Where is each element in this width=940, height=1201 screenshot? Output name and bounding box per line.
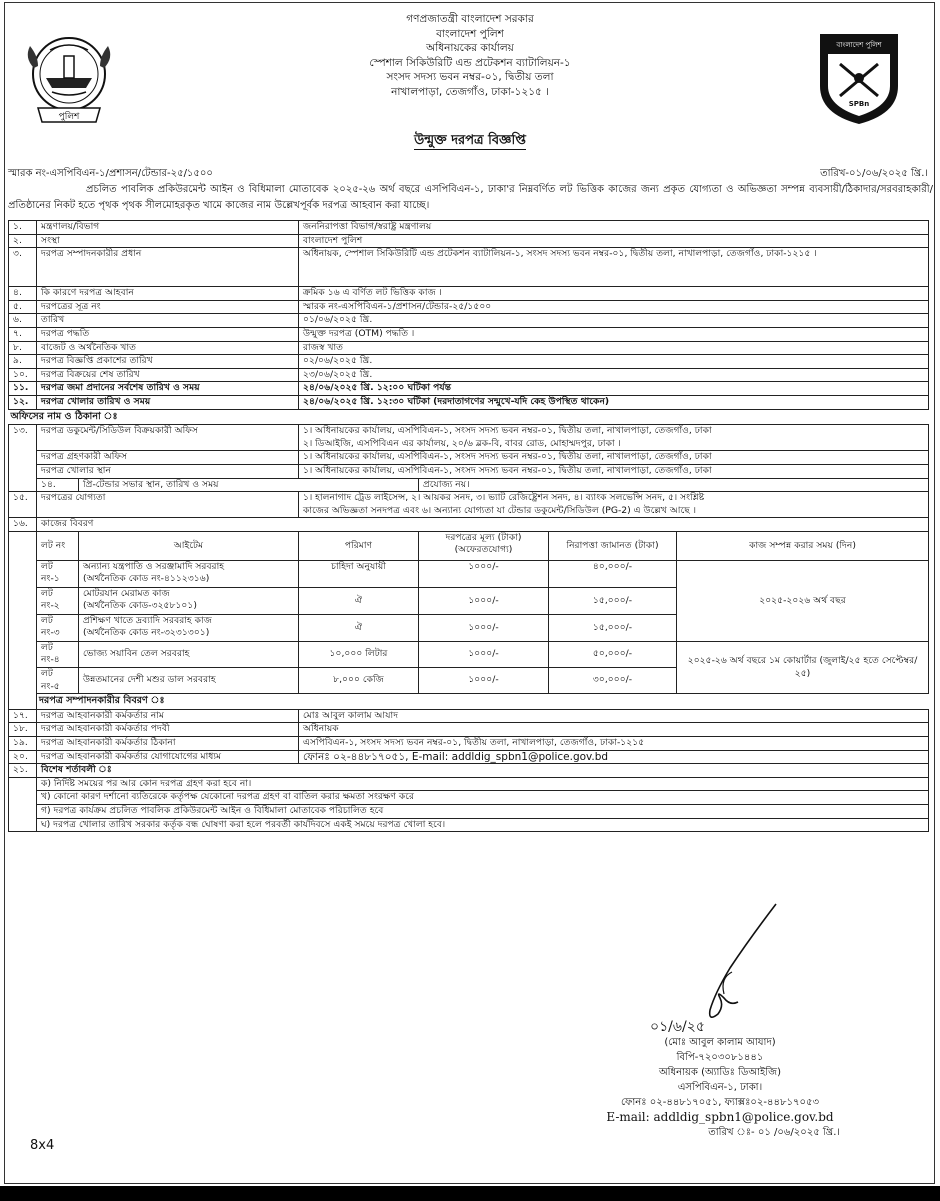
info-row: ৪. কি কারণে দরপত্র আহবান ক্রমিক ১৬ এ বর্ণিত লট ভিত্তিক কাজ । xyxy=(9,287,929,301)
office-row: ১৩. দরপত্র ডকুমেন্ট/সিডিউল বিক্রয়কারী অফিস ১। অধিনায়কের কার্যালয়, এসপিবিএন-১, সংসদ সদস্য ভবন নম্বর-০১, দ্বিতীয় তলা, নাখালপাড়া, তেজগাঁও, ঢাকা ২। ডিআইজি, এসপিবিএন এর কার্যালয়, ২০/৬ ব্লক-বি, বাবর রোড, মোহাম্মদপুর, ঢাকা । xyxy=(9,425,929,451)
official-row: ১৭. দরপত্র আহবানকারী কর্মকর্তার নাম মোঃ আবুল কালাম আযাদ xyxy=(9,709,929,723)
info-row: ১. মন্ত্রণালয়/বিভাগ জননিরাপত্তা বিভাগ/স্বরাষ্ট্র মন্ত্রণালয় xyxy=(9,221,929,235)
tender-table xyxy=(8,220,928,832)
official-row: ১৮. দরপত্র আহবানকারী কর্মকর্তার পদবী অধিনায়ক xyxy=(9,723,929,737)
section-heading-offices: অফিসের নাম ও ঠিকানা ঃ xyxy=(10,410,118,422)
info-row: ৬. তারিখ ০১/০৬/২০২৫ খ্রি. xyxy=(9,314,929,328)
work-heading-row: ১৬. কাজের বিবরণ xyxy=(9,518,929,532)
official-row: ২০. দরপত্র আহবানকারী কর্মকর্তার যোগাযোগের মাধ্যম ফোনঃ ০২-৪৪৮১৭০৫১, E-mail: addldig_spbn1@police.gov.bd xyxy=(9,750,929,764)
lot-row: লট নং-১ অন্যান্য যন্ত্রপাতি ও সরঞ্জামাদি সরবরাহ (অর্থনৈতিক কোড নং-৪১১২৩১৬) চাহিদা অনুযায়ী ১০০০/- ৪০,০০০/- ২০২৫-২০২৬ অর্থ বছর xyxy=(9,560,929,587)
info-row: ৩. দরপত্র সম্পাদনকারীর প্রধান অধিনায়ক, স্পেশাল সিকিউরিটি এন্ড প্রটেকশন ব্যাটালিয়ন-১, সংসদ সদস্য ভবন নম্বর-০১, দ্বিতীয় তলা, নাখালপাড়া, তেজগাঁও, ঢাকা-১২১৫ । xyxy=(9,248,929,287)
office-row: দরপত্র খোলার স্থান ১। অধিনায়কের কার্যালয়, এসপিবিএন-১, সংসদ সদস্য ভবন নম্বর-০১, দ্বিতীয় তলা, নাখালপাড়া, তেজগাঁও, ঢাকা xyxy=(9,464,929,478)
lot-row: লট নং-৫ উন্নতমানের দেশী মশুর ডাল সরবরাহ ৮,০০০ কেজি ১০০০/- ৩০,০০০/- xyxy=(9,668,929,694)
info-row: ১১. দরপত্র জমা প্রদানের সর্বশেষ তারিখ ও সময় ২৪/০৬/২০২৫ খ্রি. ১২:০০ ঘটিকা পর্যন্ত xyxy=(9,382,929,396)
signatory-phone: ফোনঃ ০২-৪৪৮১৭০৫১, ফ্যাক্সঃ০২-৪৪৮১৭০৫৩ xyxy=(620,1097,819,1108)
letterhead-line: নাখালপাড়া, তেজগাঁও, ঢাকা-১২১৫ । xyxy=(391,85,549,98)
info-row: ১৫. দরপত্রের যোগ্যতা ১। হালনাগাদ ট্রেড লাইসেন্স, ২। আয়কর সনদ, ৩। ভ্যাট রেজিষ্ট্রেশন সনদ, ৪। ব্যাংক সলভেন্সি সনদ, ৫। সংশ্লিষ্ট কাজের অভিজ্ঞতা সনদপত্র এবং ৬। অন্যান্য যোগ্যতা যা টেন্ডার ডকুমেন্ট/সিডিউল (PG-2) এ উল্লেখ আছে । xyxy=(9,492,929,518)
page-note: 8x4 xyxy=(30,1138,55,1153)
work-header-row: লট নং আইটেম পরিমাণ দরপত্রের মূল্য (টাকা) (অফেরতযোগ্য) নিরাপত্তা জামানত (টাকা) কাজ সম্পন্ন করার সময় (দিন) xyxy=(9,531,929,560)
lot-time-4-5: ২০২৫-২৬ অর্থ বছরে ১ম কোয়ার্টার (জুলাই/২৫ হতে সেপ্টেম্বর/২৫) xyxy=(677,641,929,693)
info-row: ২. সংস্থা বাংলাদেশ পুলিশ xyxy=(9,234,929,248)
info-row: ৭. দরপত্র পদ্ধতি উন্মুক্ত দরপত্র (OTM) পদ্ধতি । xyxy=(9,327,929,341)
signatory-bp: বিপি-৭২০৩০৮১৪৪১ xyxy=(676,1052,764,1063)
office-row: দরপত্র গ্রহণকারী অফিস ১। অধিনায়কের কার্যালয়, এসপিবিএন-১, সংসদ সদস্য ভবন নম্বর-০১, দ্বিতীয় তলা, নাখালপাড়া, তেজগাঁও, ঢাকা xyxy=(9,451,929,465)
signature-date: তারিখ ঃ- ০১ /০৬/২০২৫ খ্রি.। xyxy=(708,1127,840,1138)
handwritten-date: ০১/৬/২৫ xyxy=(650,1019,705,1035)
svg-text:পুলিশ: পুলিশ xyxy=(58,112,80,122)
notice-title: উন্মুক্ত দরপত্র বিজ্ঞপ্তি xyxy=(414,133,526,148)
section-heading-officials: দরপত্র সম্পাদনকারীর বিবরণ ঃ xyxy=(39,695,165,707)
lot-row: লট নং-২ মোটরযান মেরামত কাজ (অর্থনৈতিক কোড-৩২৫৮১০১) ঐ ১০০০/- ১৫,০০০/- xyxy=(9,587,929,614)
info-row: ১০. দরপত্র বিক্রয়ের শেষ তারিখ ২৩/০৬/২০২৫ খ্রি. xyxy=(9,368,929,382)
special-heading-row: ২১. বিশেষ শর্তাবলী ঃ xyxy=(9,764,929,778)
bottom-bar xyxy=(0,1186,940,1201)
signature-block xyxy=(560,1020,880,1140)
letterhead-line: স্পেশাল সিকিউরিটি এন্ড প্রটেকশন ব্যাটালিয়ন-১ xyxy=(369,56,571,69)
info-row: ৮. বাজেট ও অর্থনৈতিক খাত রাজস্ব খাত xyxy=(9,341,929,355)
svg-text:বাংলাদেশ পুলিশ: বাংলাদেশ পুলিশ xyxy=(836,41,882,49)
letterhead-line: গণপ্রজাতন্ত্রী বাংলাদেশ সরকার xyxy=(406,13,534,25)
info-row: ১৪. প্রি-টেন্ডার সভার স্থান, তারিখ ও সময় প্রযোজ্য নয়। xyxy=(9,478,929,492)
memo-number: স্মারক নং-এসপিবিএন-১/প্রশাসন/টেন্ডার-২৫/১৫০০ xyxy=(8,168,213,179)
signatory-email: E-mail: addldig_spbn1@police.gov.bd xyxy=(606,1110,834,1124)
signatory-designation: অধিনায়ক (অ্যাডিঃ ডিআইজি) xyxy=(659,1067,781,1078)
notice-date: তারিখ-০১/০৬/২০২৫ খ্রি.। xyxy=(820,168,928,179)
lot-row: লট নং-৪ ভোজ্য সয়াবিন তেল সরবরাহ ১০,০০০ লিটার ১০০০/- ৫০,০০০/- ২০২৫-২৬ অর্থ বছরে ১ম কোয়ার্টার (জুলাই/২৫ হতে সেপ্টেম্বর/২৫) xyxy=(9,641,929,667)
official-row: ১৯. দরপত্র আহবানকারী কর্মকর্তার ঠিকানা এসপিবিএন-১, সংসদ সদস্য ভবন নম্বর-০১, দ্বিতীয় তলা, নাখালপাড়া, তেজগাঁও, ঢাকা-১২১৫ xyxy=(9,737,929,751)
special-condition: ঘ) দরপত্র খোলার তারিখ সরকার কর্তৃক বন্ধ ঘোষণা করা হলে পরবর্তী কার্যদিবসে একই সময়ে দরপত্র খোলা হবে। xyxy=(9,818,929,832)
letterhead xyxy=(0,12,940,99)
signatory-unit: এসপিবিএন-১, ঢাকা। xyxy=(677,1082,763,1093)
letterhead-line: বাংলাদেশ পুলিশ xyxy=(436,27,504,40)
info-row: ৯. দরপত্র বিজ্ঞপ্তি প্রকাশের তারিখ ০২/০৬/২০২৫ খ্রি. xyxy=(9,355,929,369)
lot-row: লট নং-৩ প্রশিক্ষণ খাতে দ্রব্যাদি সরবরাহ কাজ (অর্থনৈতিক কোড নং-৩২৩১৩০১) ঐ ১০০০/- ১৫,০০০/- xyxy=(9,614,929,641)
info-row: ৫. দরপত্রের সূত্র নং স্মারক নং-এসপিবিএন-১/প্রশাসন/টেন্ডার-২৫/১৫০০ xyxy=(9,300,929,314)
letterhead-line: সংসদ সদস্য ভবন নম্বর-০১, দ্বিতীয় তলা xyxy=(386,71,554,83)
svg-text:SPBn: SPBn xyxy=(848,100,870,108)
handwritten-signature xyxy=(680,898,790,1028)
special-condition: গ) দরপত্র কার্যক্রম প্রচলিত পাবলিক প্রকিউরমেন্ট আইন ও বিধিমালা মোতাবেক পরিচালিত হবে xyxy=(9,805,929,819)
info-row: ১২. দরপত্র খোলার তারিখ ও সময় ২৪/০৬/২০২৫ খ্রি. ১২:৩০ ঘটিকা (দরদাতাগণের সন্মুখে-যদি কেহ উপস্থিত থাকেন) xyxy=(9,395,929,409)
special-condition: ক) নির্দিষ্ট সময়ের পর আর কোন দরপত্র গ্রহণ করা হবে না। xyxy=(9,777,929,791)
letterhead-line: অধিনায়কের কার্যালয় xyxy=(426,42,514,54)
intro-paragraph: প্রচলিত পাবলিক প্রকিউরমেন্ট আইন ও বিধিমালা মোতাবেক ২০২৫-২৬ অর্থ বছরে এসপিবিএন-১, ঢাকা'র নিম্নবর্ণিত লট ভিত্তিক কাজের জন্য প্রকৃত যোগ্যতা ও অভিজ্ঞতা সম্পন্ন ব্যবসায়ী/ঠিকাদার/সরবরাহকারী/প্রতিষ্ঠানের নিকট হতে পৃথক পৃথক সীলমোহরকৃত খামে কাজের নাম উল্লেখপূর্বক দরপত্র আহবান করা যাচ্ছে। xyxy=(8,184,933,211)
special-condition: খ) কোনো কারণ দর্শানো ব্যতিরেকে কর্তৃপক্ষ যেকোনো দরপত্র গ্রহণ বা বাতিল করার ক্ষমতা সংরক্ষণ করে xyxy=(9,791,929,805)
lot-time-1-3: ২০২৫-২০২৬ অর্থ বছর xyxy=(677,560,929,641)
signatory-name: (মোঃ আবুল কালাম আযাদ) xyxy=(664,1037,776,1048)
